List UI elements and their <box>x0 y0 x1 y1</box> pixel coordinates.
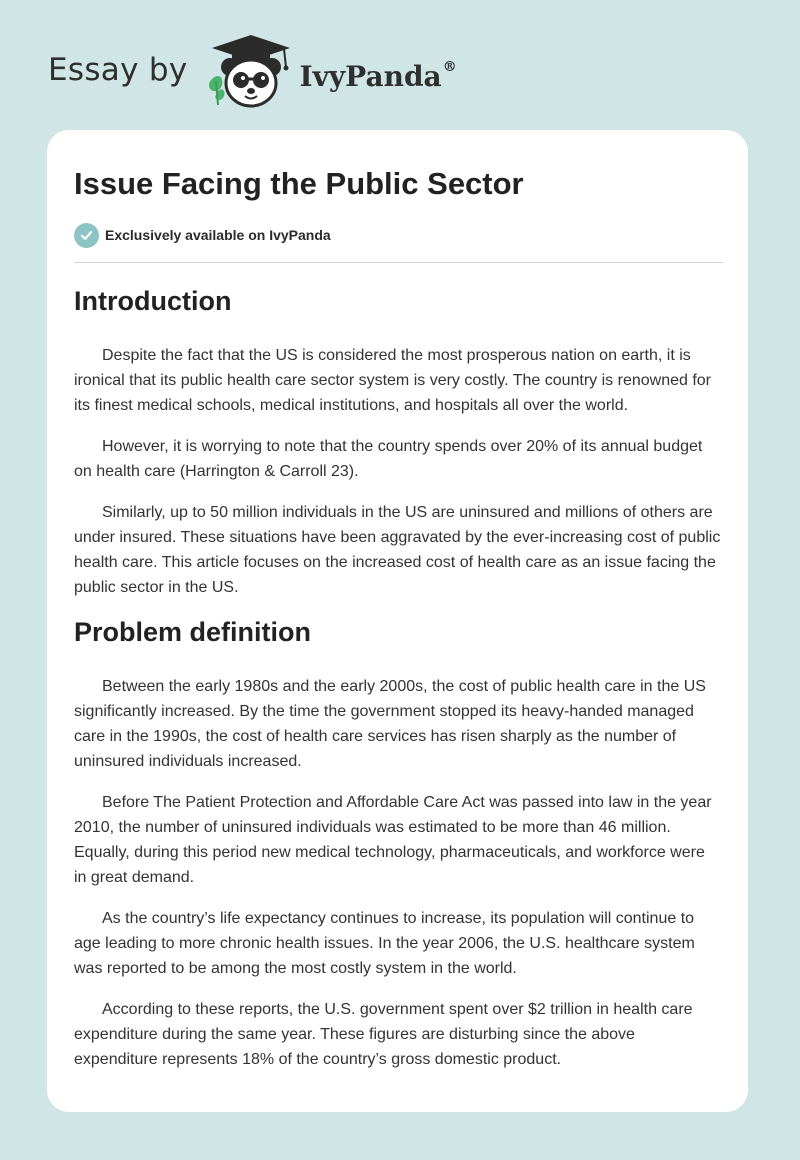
paragraph: Before The Patient Protection and Affordable Care Act was passed into law in the year 2010, the number of uninsured individuals was estimated to be more than 46 million. Equally, during this period new medical technology, pharmaceuticals, and workforce were in great demand. <box>74 794 712 886</box>
paragraph: Between the early 1980s and the early 2000s, the cost of public health care in the US significantly increased. By the time the government stopped its heavy-handed managed care in the 1990s, the cost of health care services has risen sharply as the number of uninsured individuals increased. <box>74 678 706 770</box>
article-card <box>47 130 748 1112</box>
paragraph: According to these reports, the U.S. government spent over $2 trillion in health care expenditure during the same year. These figures are disturbing since the above expenditure represents 18% of the country’s gross domestic product. <box>74 1001 693 1068</box>
brand-name-text: IvyPanda <box>299 59 442 93</box>
paragraph: However, it is worrying to note that the country spends over 20% of its annual budget on health care (Harrington & Carroll 23). <box>74 438 703 480</box>
check-circle-icon <box>74 223 99 248</box>
registered-mark: ® <box>442 59 457 76</box>
paragraph: Similarly, up to 50 million individuals in the US are uninsured and millions of others are under insured. These situations have been aggravated by the ever-increasing cost of public health care. This article focuses on the increased cost of health care as an issue facing the public sector in the US. <box>74 504 721 596</box>
badge-text: Exclusively available on IvyPanda <box>105 227 331 243</box>
brand-prefix: Essay by <box>48 52 188 88</box>
divider <box>74 262 723 263</box>
panda-logo-icon[interactable] <box>206 33 296 111</box>
section-heading-problem-definition: Problem definition <box>74 617 312 647</box>
brand-name[interactable] <box>300 60 457 93</box>
paragraph: Despite the fact that the US is considered the most prosperous nation on earth, it is ironical that its public health care sector system is very costly. The country is renowned for its finest medical schools, medical institutions, and hospitals all over the world. <box>74 347 712 414</box>
page-title: Issue Facing the Public Sector <box>74 166 524 201</box>
section-heading-introduction: Introduction <box>74 286 232 316</box>
paragraph: As the country’s life expectancy continues to increase, its population will continue to age leading to more chronic health issues. In the year 2006, the U.S. healthcare system was reported to be among the most costly system in the world. <box>74 910 695 977</box>
site-header <box>48 34 457 114</box>
exclusive-badge <box>74 222 722 248</box>
